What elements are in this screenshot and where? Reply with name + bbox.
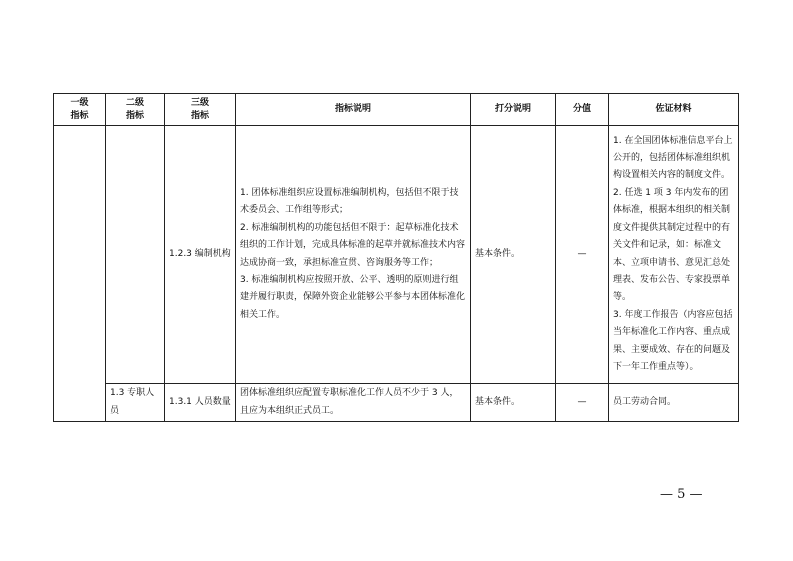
evidence-cell: 员工劳动合同。: [609, 384, 739, 422]
indicator-table: [53, 93, 739, 422]
score-cell: —: [556, 384, 609, 422]
table-row: [54, 384, 739, 422]
header-level2: 二级 指标: [106, 94, 165, 126]
page-number: — 5 —: [660, 487, 703, 502]
header-level3: 三级 指标: [165, 94, 236, 126]
scoring-cell: 基本条件。: [471, 126, 556, 384]
level2-cell: [106, 126, 165, 384]
header-level1: 一级 指标: [54, 94, 106, 126]
header-score: 分值: [556, 94, 609, 126]
description-cell: 团体标准组织应配置专职标准化工作人员不少于 3 人，且应为本组织正式员工。: [236, 384, 471, 422]
evidence-cell: 1. 在全国团体标准信息平台上公开的，包括团体标准组织机构设置相关内容的制度文件。 2. 任选 1 项 3 年内发布的团体标准，根据本组织的相关制度文件提供其制定过程中的有关文件和记录，如：标准文本、立项申请书、意见汇总处理表、发布公告、专家投票单等。 3. 年度工作报告（内容应包括当年标准化工作内容、重点成果、主要成效、存在的问题及下一年工作重点等）。: [609, 126, 739, 384]
level3-cell: 1.3.1 人员数量: [165, 384, 236, 422]
scoring-cell: 基本条件。: [471, 384, 556, 422]
level3-cell: 1.2.3 编制机构: [165, 126, 236, 384]
description-cell: 1. 团体标准组织应设置标准编制机构，包括但不限于技术委员会、工作组等形式； 2. 标准编制机构的功能包括但不限于：起草标准化技术组织的工作计划，完成具体标准的起草并就标准技术内容达成协商一致，承担标准宣贯、咨询服务等工作； 3. 标准编制机构应按照开放、公平、透明的原则进行组建并履行职责，保障外资企业能够公平参与本团体标准化相关工作。: [236, 126, 471, 384]
level1-cell: [54, 126, 106, 422]
header-scoring: 打分说明: [471, 94, 556, 126]
table-row: [54, 126, 739, 384]
header-evidence: 佐证材料: [609, 94, 739, 126]
level2-cell: 1.3 专职人员: [106, 384, 165, 422]
score-cell: —: [556, 126, 609, 384]
header-description: 指标说明: [236, 94, 471, 126]
header-row: [54, 94, 739, 126]
